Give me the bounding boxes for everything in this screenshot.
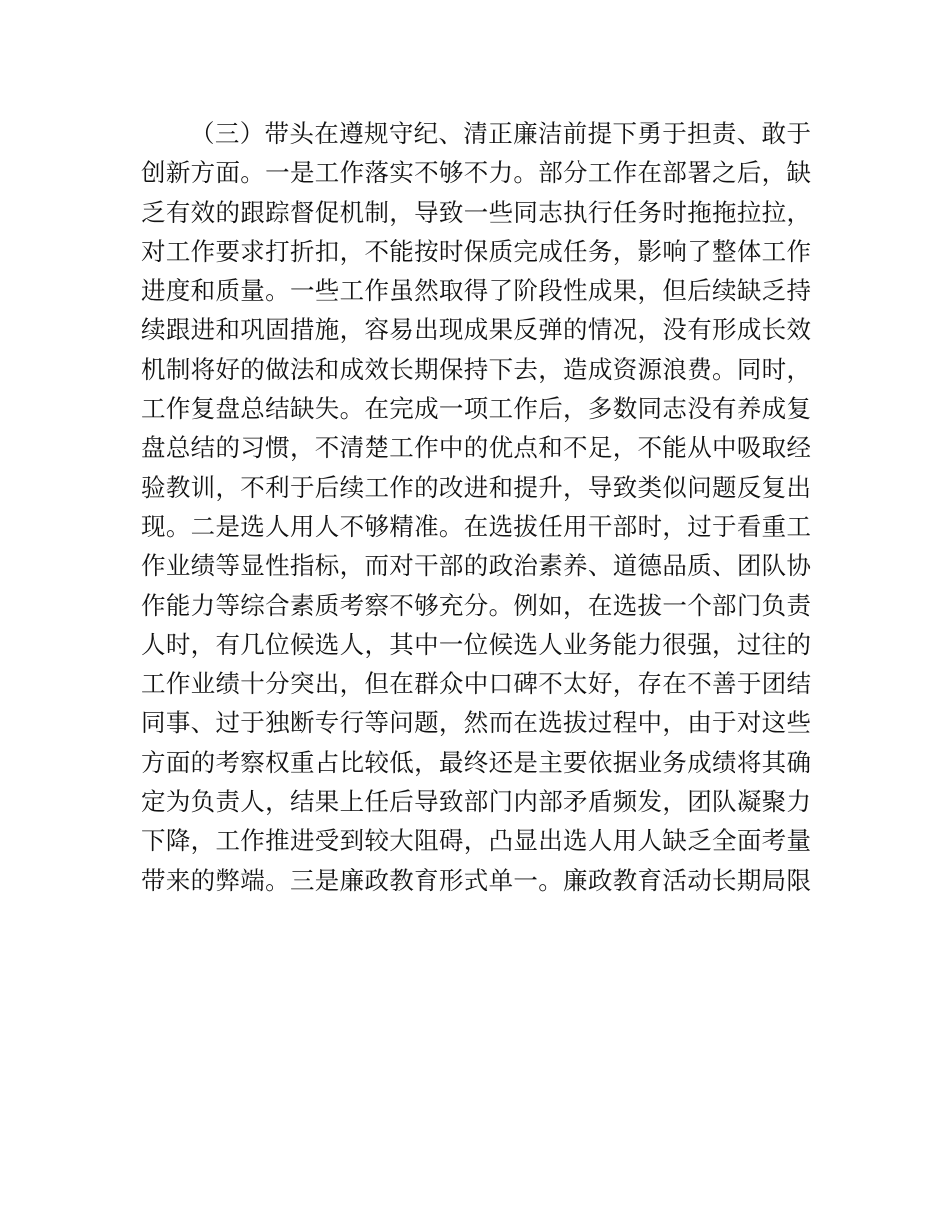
paragraph-line: 定为负责人，结果上任后导致部门内部矛盾频发，团队凝聚力 [141, 787, 811, 817]
paragraph-line: 下降，工作推进受到较大阻碍，凸显出选人用人缺乏全面考量 [141, 826, 811, 856]
paragraph-line: 创新方面。一是工作落实不够不力。部分工作在部署之后，缺 [141, 158, 811, 188]
paragraph-line: 进度和质量。一些工作虽然取得了阶段性成果，但后续缺乏持 [141, 276, 811, 306]
paragraph-line: 现。二是选人用人不够精准。在选拔任用干部时，过于看重工 [141, 511, 811, 541]
paragraph-line: 工作复盘总结缺失。在完成一项工作后，多数同志没有养成复 [141, 394, 811, 424]
paragraph-line: 同事、过于独断专行等问题，然而在选拔过程中，由于对这些 [141, 708, 811, 738]
paragraph-line: 方面的考察权重占比较低，最终还是主要依据业务成绩将其确 [141, 747, 811, 777]
paragraph-line: 机制将好的做法和成效长期保持下去，造成资源浪费。同时， [141, 354, 811, 384]
paragraph-line: 对工作要求打折扣，不能按时保质完成任务，影响了整体工作 [141, 236, 811, 266]
body-paragraph [141, 114, 811, 900]
paragraph-line: 乏有效的跟踪督促机制，导致一些同志执行任务时拖拖拉拉， [141, 197, 811, 227]
paragraph-line: （三）带头在遵规守纪、清正廉洁前提下勇于担责、敢于 [190, 119, 811, 148]
paragraph-line: 工作业绩十分突出，但在群众中口碑不太好，存在不善于团结 [141, 669, 811, 699]
paragraph-line: 带来的弊端。三是廉政教育形式单一。廉政教育活动长期局限 [141, 865, 811, 895]
paragraph-line: 验教训，不利于后续工作的改进和提升，导致类似问题反复出 [141, 472, 811, 502]
paragraph-line: 续跟进和巩固措施，容易出现成果反弹的情况，没有形成长效 [141, 315, 811, 345]
paragraph-line: 作业绩等显性指标，而对干部的政治素养、道德品质、团队协 [141, 551, 811, 581]
paragraph-line: 盘总结的习惯，不清楚工作中的优点和不足，不能从中吸取经 [141, 433, 811, 463]
paragraph-line: 人时，有几位候选人，其中一位候选人业务能力很强，过往的 [141, 629, 811, 659]
paragraph-line: 作能力等综合素质考察不够充分。例如，在选拔一个部门负责 [141, 590, 811, 620]
